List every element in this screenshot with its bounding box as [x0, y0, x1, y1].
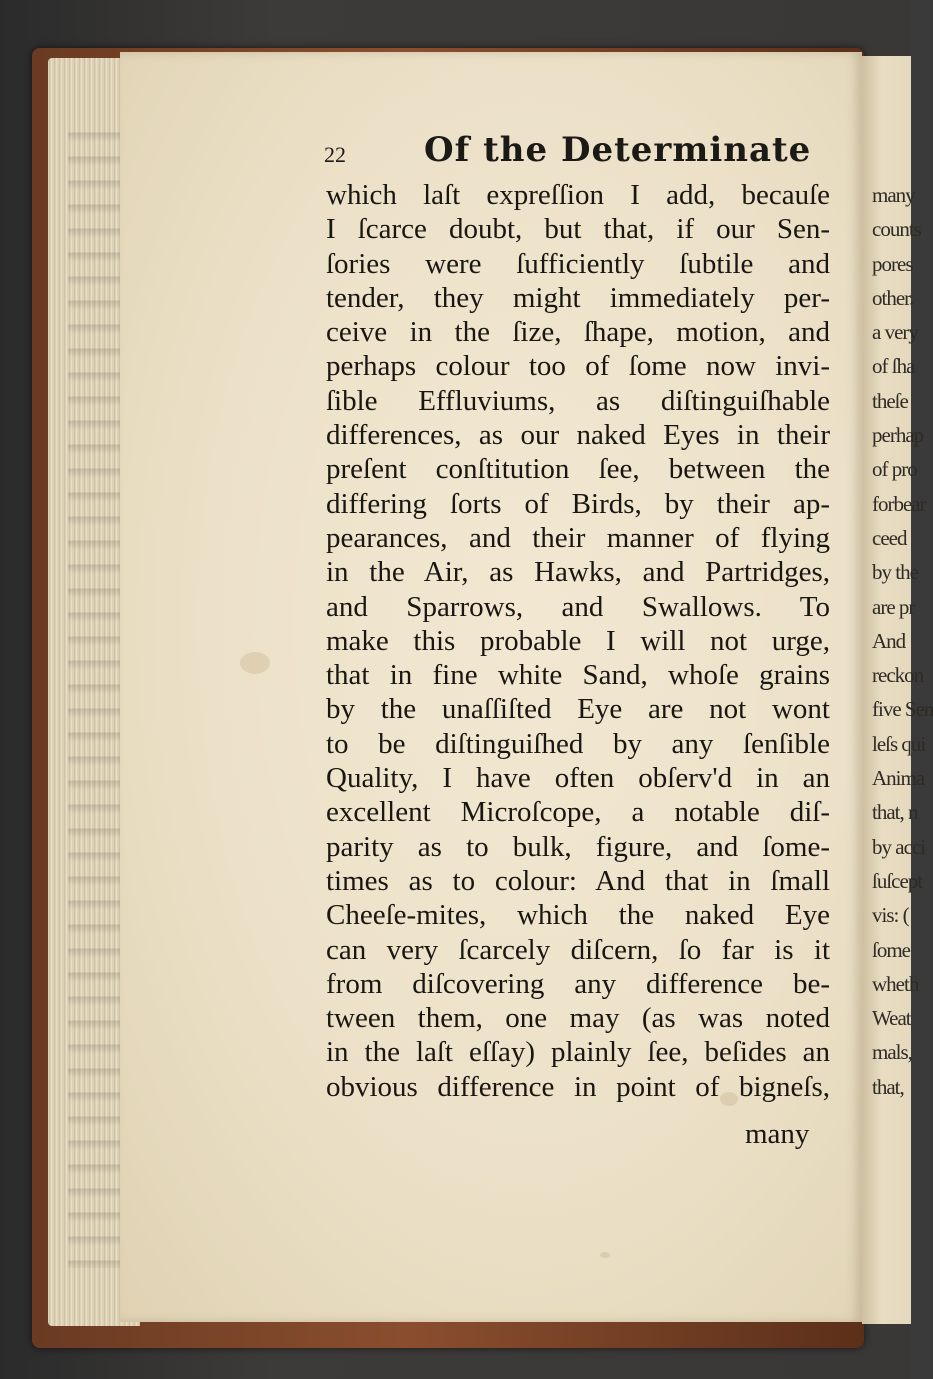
foxing-spot [240, 652, 270, 674]
page-number: 22 [324, 142, 346, 167]
text-line: Quality, I have often obſerv'd in an [326, 762, 830, 795]
facing-line-fragment: of ſha [872, 354, 915, 379]
text-line: that in fine white Sand, whoſe grains [326, 659, 830, 692]
text-line: I ſcarce doubt, but that, if our Sen- [326, 213, 830, 246]
facing-line-fragment: Weat [872, 1006, 911, 1031]
facing-line-fragment: perhap [872, 423, 924, 448]
text-line: differing ſorts of Birds, by their ap- [326, 487, 830, 520]
text-line: by the unaſſiſted Eye are not wont [326, 693, 830, 726]
facing-line-fragment: reckon [872, 663, 924, 688]
text-line: make this probable I will not urge, [326, 624, 830, 657]
facing-line-fragment: many [872, 183, 915, 207]
facing-line-fragment: wheth [872, 971, 919, 996]
facing-line-fragment: Anima [872, 766, 925, 791]
facing-line-fragment: vis: ( [872, 903, 909, 928]
text-line: parity as to bulk, figure, and ſome- [326, 830, 830, 863]
facing-line-fragment: of pro [872, 457, 917, 482]
facing-page-edge [862, 56, 933, 1324]
facing-line-fragment: other. [872, 285, 914, 310]
text-line: from diſcovering any difference be- [326, 967, 830, 1000]
facing-line-fragment: leſs qui [872, 731, 926, 756]
facing-line-fragment: by acci [872, 834, 926, 859]
foxing-spot [600, 1252, 610, 1258]
facing-page-fragments [862, 56, 933, 1104]
facing-line-fragment: counts [872, 217, 921, 242]
text-line: tender, they might immediately per- [326, 281, 830, 314]
text-line: obvious difference in point of bigneſs, [326, 1070, 830, 1103]
text-line: ſible Effluviums, as diſtinguiſhable [326, 384, 830, 417]
facing-line-fragment: theſe [872, 388, 908, 413]
facing-line-fragment: that, n [872, 800, 918, 825]
facing-line-fragment: And [872, 628, 906, 653]
facing-line-fragment: that, [872, 1074, 904, 1099]
text-line: Cheeſe-mites, which the naked Eye [326, 899, 830, 932]
text-line: and Sparrows, and Swallows. To [326, 590, 830, 623]
text-line: in the Air, as Hawks, and Partridges, [326, 556, 830, 589]
text-line: times as to colour: And that in ſmall [326, 864, 830, 897]
catchword: many [745, 1118, 810, 1150]
text-line: which laſt expreſſion I add, becauſe [326, 179, 830, 211]
text-line: ſories were ſufficiently ſubtile and [326, 247, 830, 280]
page-header [324, 126, 844, 176]
text-line: excellent Microſcope, a notable diſ- [326, 796, 830, 829]
facing-line-fragment: five Sen [872, 697, 933, 722]
facing-line-fragment: pores [872, 251, 913, 276]
text-line: ceive in the ſize, ſhape, motion, and [326, 316, 830, 349]
text-line: in the laſt eſſay) plainly ſee, beſides an [326, 1036, 830, 1069]
facing-line-fragment: mals, [872, 1040, 912, 1065]
facing-line-fragment: are pr [872, 594, 915, 619]
text-line: pearances, and their manner of flying [326, 521, 830, 554]
text-line: differences, as our naked Eyes in their [326, 419, 830, 452]
facing-line-fragment: a very [872, 320, 918, 345]
facing-line-fragment: ſome [872, 937, 910, 962]
facing-line-fragment: ceed [872, 525, 907, 550]
text-line: can very ſcarcely diſcern, ſo far is it [326, 933, 830, 966]
running-title: Of the Determinate [424, 130, 812, 170]
text-line: tween them, one may (as was noted [326, 1002, 830, 1035]
text-line: perhaps colour too of ſome now invi- [326, 350, 830, 383]
text-line: to be diſtinguiſhed by any ſenſible [326, 727, 830, 760]
facing-line-fragment: ſuſcept [872, 868, 923, 893]
facing-line-fragment: forbear [872, 491, 926, 516]
text-line: preſent conſtitution ſee, between the [326, 453, 830, 486]
body-text [326, 178, 830, 1104]
facing-line-fragment: by the [872, 560, 918, 585]
